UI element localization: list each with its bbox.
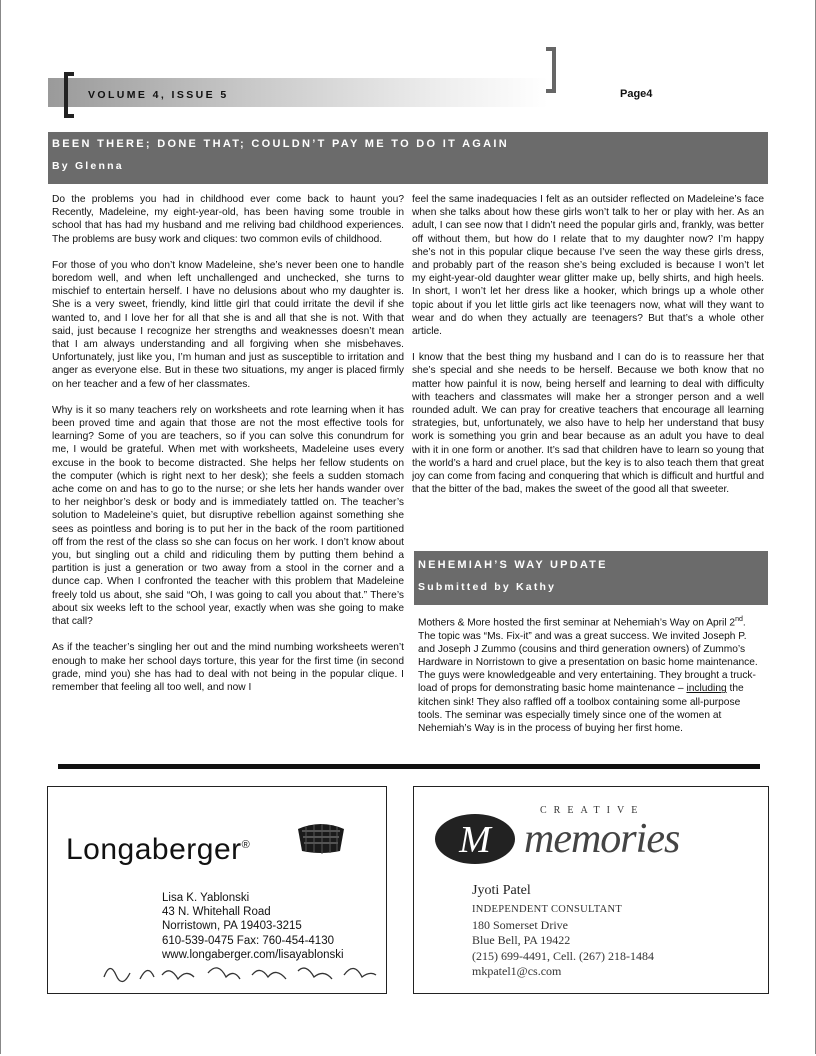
volume-issue: VOLUME 4, ISSUE 5 [88,89,229,101]
creative-memories-logo-icon [434,813,516,865]
update-header [414,551,768,605]
brand-creative: CREATIVE [540,805,645,816]
paragraph: As if the teacher’s singling her out and the mind numbing worksheets weren’t enough to make her school days torture, this year for the first time (in second grade, mind you) she has had to deal with not being in the popular clique. I remember that feeling all too well, and now I [52,642,404,693]
paragraph: Do the problems you had in childhood ever come back to haunt you? Recently, Madeleine, my eight-year-old, has been having some trouble in school that has had my husband and me reliving bad childhood experiences. The problems are busy work and cliques: two common evils of childhood. [52,194,404,245]
update-body [418,613,764,759]
longaberger-contact [162,891,344,962]
registered-mark: ® [241,839,251,851]
handwritten-signature [100,955,380,987]
contact-web: www.longaberger.com/lisayablonski [162,948,344,961]
contact-city: Blue Bell, PA 19422 [472,933,571,947]
update-byline: Submitted by Kathy [418,581,557,593]
update-sup: nd [735,616,743,623]
contact-phone: 610-539-0475 Fax: 760-454-4130 [162,934,334,947]
article-column-right [412,193,764,551]
paragraph: feel the same inadequacies I felt as an outsider reflected on Madeleine’s face when she talks about how these girls won’t talk to her or play with her. As an adult, I can see now that I didn’t need the popular girls and, frankly, was better off without them, but how do I relate that to my daughter now? I’m happy she’s not in this popular clique because I’ve seen the way these girls dress, and probably part of the reason she’s being excluded is because I won’t let my eight-year-old daughter wear glitter make up, belly shirts, and high heels. In short, I won’t let her dress like a hooker, which brings up a whole other topic about if you let little girls act like teenagers now, what will they want to wear and do when they actually are teenagers? But that’s a whole other article. [412,194,764,338]
article-header [48,132,768,184]
article-byline: By Glenna [52,160,124,172]
paragraph: I know that the best thing my husband and I can do is to reassure her that she’s special and she needs to be herself. Because we both know that no matter how painful it is now, being herself and learning to deal with difficulty with teachers and classmates will make her a stronger person and a well rounded adult. We can pray for creative teachers that encourage all learning strategies, but, unfortunately, we also have to help her understand that busy work is something you grin and bear because as an adult you have to deal with it in one form or another. It’s sad that children have to learn so young that the world’s a hard and cruel place, but the key is to also teach them that great joy can come from facing and conquering that which is difficult and hurtful and that the bitter of the bad, makes the sweet of the good all that sweeter. [412,352,764,496]
brand-memories: memories [524,816,680,862]
business-card-longaberger [47,786,387,994]
contact-city: Norristown, PA 19403-3215 [162,920,302,933]
contact-address: 180 Somerset Drive [472,917,568,932]
divider-rule [58,764,760,769]
update-text: . The topic was “Ms. Fix-it” and was a great success. We invited Joseph P. and Joseph J Zummo (cousins and third generation owners) of Zummo’s Hardware in Norristown to give a presentation on basic home maintenance. The guys were knowledgeable and very entertaining. They brought a truck-load of props for demonstrating basic home maintenance – [418,617,758,695]
header-bracket-right [546,47,556,93]
logo-text: Longaberger [66,833,242,866]
business-card-creative-memories [413,786,769,994]
paragraph: For those of you who don’t know Madeleine, she’s never been one to handle boredom well, and when left unchallenged and unchecked, she turns to mischief to entertain herself. I have no delusions about who my daughter is. She is a very sweet, friendly, kind little girl that could irritate the devil if she wanted to, and I love her for all that she is and all that she is not. With that said, just because I recognize her strengths and weaknesses doesn’t mean that I am always understanding and all forgiving when she misbehaves. Unfortunately, just like you, I’m human and just as susceptible to irritation and anger as everyone else. But in these two situations, my anger is placed firmly on her teacher and a few of her classmates. [52,259,404,390]
contact-phone: (215) 699-4491, Cell. (267) 218-1484 [472,948,654,963]
contact-name: Lisa K. Yablonski [162,892,250,904]
update-underline: including [686,683,727,695]
page-number: Page4 [620,88,653,100]
basket-icon [292,817,350,855]
header-bracket-left [64,72,74,118]
update-text: the kitchen sink! They also raffled off a toolbox containing some all-purpose tools. The seminar was especially timely since one of the women at Nehemiah’s Way is in the process of buying her first home. [418,683,744,735]
contact-email: mkpatel1@cs.com [472,964,562,978]
longaberger-logo [66,833,250,867]
article-title: BEEN THERE; DONE THAT; COULDN’T PAY ME TO DO IT AGAIN [52,138,510,150]
creative-contact [472,902,654,980]
contact-title: INDEPENDENT CONSULTANT [472,904,623,915]
update-text: Mothers & More hosted the first seminar at Nehemiah’s Way on April 2 [418,617,736,629]
contact-name: Jyoti Patel [472,883,531,898]
update-title: NEHEMIAH’S WAY UPDATE [418,559,608,571]
article-column-left [52,193,404,763]
logo-letter: M [459,819,491,861]
paragraph: Why is it so many teachers rely on worksheets and rote learning when it has been proved time and again that those are not the most effective tools for learning? Some of you are teachers, so if you can solve this conundrum for me, I would be grateful. When met with worksheets, Madeleine uses every excuse in the book to become distracted. She helps her fellow students on the computer (which is right next to her desk); she feels a sudden stomach ache come on and has to go to the nurse; or she lets her hands wander over to her neighbor’s desk or body and is immediately tattled on. The teacher’s solution to Madeleine’s quiet, but disruptive rebellion against something she sees as pointless and boring is to put her in the back of the room partitioned off from the rest of the class so she can focus on her work. I don’t know about you, but singling out a child and ridiculing them by putting them behind a partition is just a generation or two away from a stool in the corner and a dunce cap. When I confronted the teacher with this problem that Madeleine freely told us about, she said “Oh, I was going to call you about that.” There’s about six weeks left to the school year, exactly when was she going to make that call? [52,404,404,628]
contact-address: 43 N. Whitehall Road [162,906,271,919]
